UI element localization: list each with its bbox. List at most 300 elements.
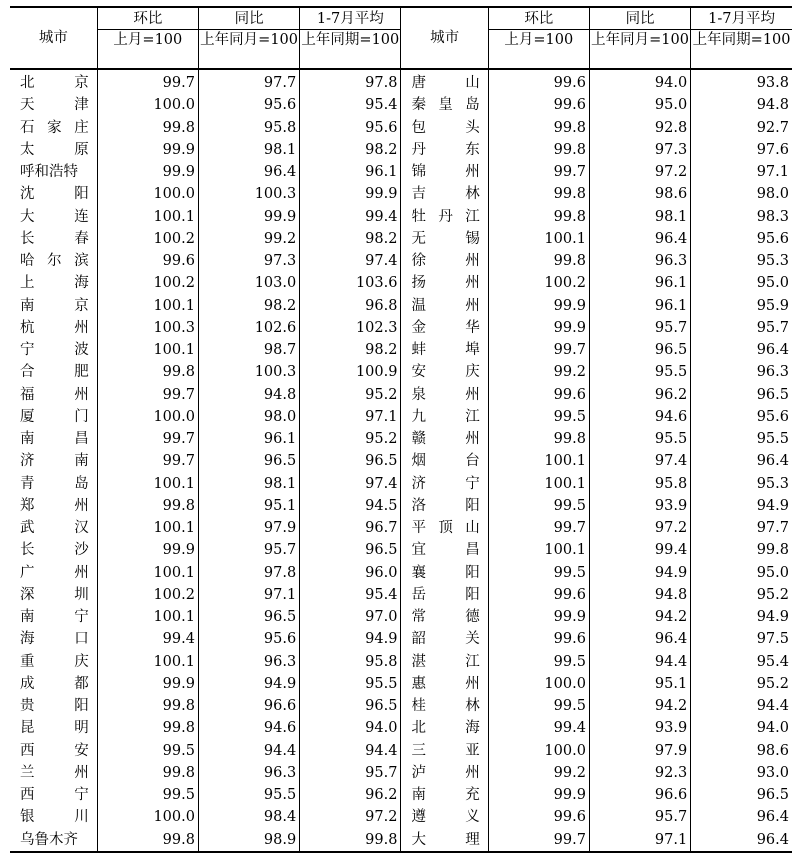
city-name: 广 州 bbox=[20, 564, 89, 581]
yoy-value: 96.4 bbox=[198, 161, 299, 183]
yoy-value: 95.7 bbox=[589, 317, 690, 339]
city-cell bbox=[401, 673, 488, 695]
city-cell bbox=[401, 762, 488, 784]
ytd-base-right: 上年同期=100 bbox=[691, 30, 792, 70]
yoy-value: 98.9 bbox=[198, 829, 299, 852]
city-cell bbox=[10, 784, 97, 806]
mom-value: 99.8 bbox=[488, 250, 589, 272]
mom-header-right: 环比 bbox=[488, 7, 589, 30]
yoy-value: 92.8 bbox=[589, 117, 690, 139]
ytd-value: 97.4 bbox=[300, 250, 401, 272]
ytd-value: 103.6 bbox=[300, 272, 401, 294]
mom-value: 99.5 bbox=[488, 495, 589, 517]
city-cell bbox=[10, 584, 97, 606]
ytd-header-right: 1-7月平均 bbox=[691, 7, 792, 30]
mom-value: 99.7 bbox=[488, 339, 589, 361]
city-name: 宜 昌 bbox=[411, 542, 480, 559]
table-row bbox=[10, 94, 792, 116]
city-name: 扬 州 bbox=[411, 275, 480, 292]
yoy-value: 94.4 bbox=[589, 651, 690, 673]
city-name: 九 江 bbox=[411, 408, 480, 425]
mom-value: 99.8 bbox=[97, 695, 198, 717]
mom-value: 100.2 bbox=[488, 272, 589, 294]
mom-value: 99.8 bbox=[488, 428, 589, 450]
ytd-base-left: 上年同期=100 bbox=[300, 30, 401, 70]
ytd-value: 98.6 bbox=[691, 740, 792, 762]
yoy-header-right: 同比 bbox=[589, 7, 690, 30]
yoy-value: 96.3 bbox=[198, 651, 299, 673]
mom-value: 99.8 bbox=[488, 139, 589, 161]
city-name: 北 海 bbox=[411, 720, 480, 737]
ytd-value: 98.2 bbox=[300, 139, 401, 161]
city-name: 乌鲁木齐 bbox=[20, 831, 78, 848]
ytd-value: 95.2 bbox=[691, 584, 792, 606]
yoy-value: 97.3 bbox=[589, 139, 690, 161]
mom-header-left: 环比 bbox=[97, 7, 198, 30]
yoy-value: 95.5 bbox=[589, 428, 690, 450]
ytd-value: 97.4 bbox=[300, 473, 401, 495]
ytd-value: 98.2 bbox=[300, 228, 401, 250]
mom-value: 99.6 bbox=[488, 806, 589, 828]
ytd-value: 96.5 bbox=[300, 695, 401, 717]
ytd-value: 95.7 bbox=[691, 317, 792, 339]
ytd-value: 94.5 bbox=[300, 495, 401, 517]
yoy-value: 98.1 bbox=[198, 139, 299, 161]
city-name: 沈 阳 bbox=[20, 186, 89, 203]
city-cell bbox=[401, 584, 488, 606]
mom-value: 99.9 bbox=[97, 161, 198, 183]
city-name: 青 岛 bbox=[20, 475, 89, 492]
city-cell bbox=[401, 295, 488, 317]
city-cell bbox=[10, 339, 97, 361]
table-row bbox=[10, 695, 792, 717]
table-row bbox=[10, 762, 792, 784]
city-cell bbox=[10, 651, 97, 673]
ytd-header-left: 1-7月平均 bbox=[300, 7, 401, 30]
yoy-value: 95.8 bbox=[589, 473, 690, 495]
city-cell bbox=[10, 295, 97, 317]
city-name: 福 州 bbox=[20, 386, 89, 403]
ytd-value: 98.0 bbox=[691, 183, 792, 205]
city-cell bbox=[10, 206, 97, 228]
city-name: 惠 州 bbox=[411, 675, 480, 692]
city-name: 哈 尔 滨 bbox=[20, 253, 89, 270]
ytd-value: 95.0 bbox=[691, 562, 792, 584]
city-name: 贵 阳 bbox=[20, 698, 89, 715]
city-cell bbox=[401, 606, 488, 628]
city-name: 天 津 bbox=[20, 97, 89, 114]
ytd-value: 95.4 bbox=[300, 94, 401, 116]
city-cell bbox=[10, 673, 97, 695]
mom-value: 100.1 bbox=[488, 450, 589, 472]
city-cell bbox=[401, 228, 488, 250]
city-name: 泉 州 bbox=[411, 386, 480, 403]
city-name: 岳 阳 bbox=[411, 586, 480, 603]
city-name: 长 春 bbox=[20, 230, 89, 247]
city-cell bbox=[10, 762, 97, 784]
city-name: 上 海 bbox=[20, 275, 89, 292]
table-row bbox=[10, 651, 792, 673]
ytd-value: 96.5 bbox=[300, 450, 401, 472]
mom-value: 100.1 bbox=[97, 562, 198, 584]
yoy-value: 97.2 bbox=[589, 161, 690, 183]
city-name: 南 充 bbox=[411, 787, 480, 804]
yoy-value: 94.8 bbox=[589, 584, 690, 606]
table-row bbox=[10, 69, 792, 94]
ytd-value: 96.8 bbox=[300, 295, 401, 317]
mom-value: 100.1 bbox=[97, 339, 198, 361]
city-name: 韶 关 bbox=[411, 631, 480, 648]
city-cell bbox=[10, 117, 97, 139]
ytd-value: 96.7 bbox=[300, 517, 401, 539]
city-name: 吉 林 bbox=[411, 186, 480, 203]
city-cell bbox=[10, 139, 97, 161]
city-name: 长 沙 bbox=[20, 542, 89, 559]
mom-value: 99.6 bbox=[488, 69, 589, 94]
mom-value: 99.2 bbox=[488, 361, 589, 383]
yoy-value: 98.2 bbox=[198, 295, 299, 317]
mom-value: 99.5 bbox=[97, 784, 198, 806]
table-row bbox=[10, 606, 792, 628]
city-cell bbox=[10, 94, 97, 116]
city-name: 合 肥 bbox=[20, 364, 89, 381]
city-name: 遵 义 bbox=[411, 809, 480, 826]
ytd-value: 95.2 bbox=[300, 384, 401, 406]
table-row bbox=[10, 673, 792, 695]
city-name: 杭 州 bbox=[20, 319, 89, 336]
ytd-value: 97.1 bbox=[691, 161, 792, 183]
city-name: 金 华 bbox=[411, 319, 480, 336]
city-name: 蚌 埠 bbox=[411, 342, 480, 359]
ytd-value: 95.3 bbox=[691, 473, 792, 495]
city-name: 洛 阳 bbox=[411, 497, 480, 514]
city-name: 徐 州 bbox=[411, 253, 480, 270]
yoy-value: 103.0 bbox=[198, 272, 299, 294]
city-cell bbox=[10, 406, 97, 428]
city-cell bbox=[10, 829, 97, 852]
yoy-value: 96.3 bbox=[589, 250, 690, 272]
yoy-value: 94.8 bbox=[198, 384, 299, 406]
city-name: 常 德 bbox=[411, 609, 480, 626]
table-row bbox=[10, 206, 792, 228]
header-row-1 bbox=[10, 7, 792, 30]
mom-value: 100.1 bbox=[97, 206, 198, 228]
ytd-value: 94.0 bbox=[300, 717, 401, 739]
ytd-value: 92.7 bbox=[691, 117, 792, 139]
yoy-value: 97.4 bbox=[589, 450, 690, 472]
city-name: 襄 阳 bbox=[411, 564, 480, 581]
yoy-value: 94.9 bbox=[589, 562, 690, 584]
ytd-value: 94.4 bbox=[300, 740, 401, 762]
ytd-value: 95.6 bbox=[691, 228, 792, 250]
table-row bbox=[10, 339, 792, 361]
city-name: 平 顶 山 bbox=[411, 520, 480, 537]
mom-value: 99.2 bbox=[488, 762, 589, 784]
yoy-value: 95.6 bbox=[198, 94, 299, 116]
table-row bbox=[10, 428, 792, 450]
table-row bbox=[10, 317, 792, 339]
city-cell bbox=[401, 272, 488, 294]
ytd-value: 94.0 bbox=[691, 717, 792, 739]
mom-value: 100.1 bbox=[97, 473, 198, 495]
city-cell bbox=[401, 139, 488, 161]
city-cell bbox=[10, 562, 97, 584]
ytd-value: 95.2 bbox=[300, 428, 401, 450]
city-name: 大 理 bbox=[411, 831, 480, 848]
yoy-value: 98.1 bbox=[198, 473, 299, 495]
yoy-value: 95.5 bbox=[198, 784, 299, 806]
mom-value: 99.7 bbox=[488, 517, 589, 539]
city-cell bbox=[10, 361, 97, 383]
city-name: 湛 江 bbox=[411, 653, 480, 670]
city-name: 西 安 bbox=[20, 742, 89, 759]
ytd-value: 99.9 bbox=[300, 183, 401, 205]
city-cell bbox=[10, 450, 97, 472]
mom-value: 100.0 bbox=[488, 740, 589, 762]
mom-value: 99.6 bbox=[488, 384, 589, 406]
ytd-value: 95.3 bbox=[691, 250, 792, 272]
city-cell bbox=[401, 539, 488, 561]
mom-value: 99.5 bbox=[488, 651, 589, 673]
ytd-value: 94.9 bbox=[691, 495, 792, 517]
yoy-value: 97.1 bbox=[198, 584, 299, 606]
yoy-value: 93.9 bbox=[589, 495, 690, 517]
ytd-value: 95.6 bbox=[691, 406, 792, 428]
city-cell bbox=[10, 806, 97, 828]
ytd-value: 99.8 bbox=[300, 829, 401, 852]
yoy-value: 96.3 bbox=[198, 762, 299, 784]
mom-value: 99.7 bbox=[97, 450, 198, 472]
city-name: 深 圳 bbox=[20, 586, 89, 603]
ytd-value: 96.4 bbox=[691, 339, 792, 361]
city-cell bbox=[401, 562, 488, 584]
ytd-value: 99.8 bbox=[691, 539, 792, 561]
city-cell bbox=[401, 384, 488, 406]
yoy-value: 94.2 bbox=[589, 606, 690, 628]
mom-value: 99.9 bbox=[488, 317, 589, 339]
city-name: 银 川 bbox=[20, 809, 89, 826]
table-row bbox=[10, 784, 792, 806]
city-cell bbox=[401, 94, 488, 116]
mom-value: 99.9 bbox=[488, 784, 589, 806]
yoy-value: 97.9 bbox=[198, 517, 299, 539]
mom-value: 100.2 bbox=[97, 228, 198, 250]
city-cell bbox=[10, 495, 97, 517]
mom-value: 100.1 bbox=[488, 228, 589, 250]
mom-value: 99.8 bbox=[97, 117, 198, 139]
yoy-value: 97.1 bbox=[589, 829, 690, 852]
ytd-value: 93.8 bbox=[691, 69, 792, 94]
mom-value: 100.0 bbox=[97, 406, 198, 428]
city-cell bbox=[10, 740, 97, 762]
table-row bbox=[10, 628, 792, 650]
yoy-value: 94.2 bbox=[589, 695, 690, 717]
mom-value: 99.7 bbox=[97, 384, 198, 406]
city-name: 南 京 bbox=[20, 297, 89, 314]
yoy-value: 95.1 bbox=[589, 673, 690, 695]
ytd-value: 102.3 bbox=[300, 317, 401, 339]
mom-value: 99.9 bbox=[97, 673, 198, 695]
mom-value: 99.5 bbox=[488, 406, 589, 428]
city-name: 大 连 bbox=[20, 208, 89, 225]
city-cell bbox=[10, 183, 97, 205]
yoy-value: 96.6 bbox=[589, 784, 690, 806]
city-cell bbox=[10, 695, 97, 717]
ytd-value: 99.4 bbox=[300, 206, 401, 228]
table-row bbox=[10, 384, 792, 406]
city-name: 牡 丹 江 bbox=[411, 208, 480, 225]
yoy-value: 96.2 bbox=[589, 384, 690, 406]
table-row bbox=[10, 717, 792, 739]
yoy-value: 98.6 bbox=[589, 183, 690, 205]
yoy-value: 94.6 bbox=[198, 717, 299, 739]
city-name: 厦 门 bbox=[20, 408, 89, 425]
city-name: 南 昌 bbox=[20, 431, 89, 448]
city-cell bbox=[401, 183, 488, 205]
ytd-value: 95.8 bbox=[300, 651, 401, 673]
city-name: 石 家 庄 bbox=[20, 119, 89, 136]
yoy-value: 96.6 bbox=[198, 695, 299, 717]
city-name: 锦 州 bbox=[411, 164, 480, 181]
ytd-value: 100.9 bbox=[300, 361, 401, 383]
city-name: 丹 东 bbox=[411, 141, 480, 158]
yoy-value: 98.4 bbox=[198, 806, 299, 828]
city-cell bbox=[401, 495, 488, 517]
city-name: 泸 州 bbox=[411, 764, 480, 781]
city-name: 北 京 bbox=[20, 75, 89, 92]
city-cell bbox=[401, 206, 488, 228]
mom-value: 99.8 bbox=[97, 495, 198, 517]
yoy-value: 95.1 bbox=[198, 495, 299, 517]
yoy-header-left: 同比 bbox=[198, 7, 299, 30]
city-cell bbox=[10, 384, 97, 406]
yoy-value: 98.7 bbox=[198, 339, 299, 361]
city-cell bbox=[401, 628, 488, 650]
yoy-base-right: 上年同月=100 bbox=[589, 30, 690, 70]
mom-value: 99.7 bbox=[97, 428, 198, 450]
city-cell bbox=[10, 161, 97, 183]
yoy-value: 95.0 bbox=[589, 94, 690, 116]
yoy-value: 99.2 bbox=[198, 228, 299, 250]
ytd-value: 95.5 bbox=[300, 673, 401, 695]
mom-value: 100.1 bbox=[97, 606, 198, 628]
mom-value: 99.4 bbox=[488, 717, 589, 739]
ytd-value: 97.5 bbox=[691, 628, 792, 650]
city-cell bbox=[401, 784, 488, 806]
table-row bbox=[10, 495, 792, 517]
city-name: 桂 林 bbox=[411, 698, 480, 715]
mom-base-left: 上月=100 bbox=[97, 30, 198, 70]
city-name: 秦 皇 岛 bbox=[411, 97, 480, 114]
ytd-value: 96.4 bbox=[691, 829, 792, 852]
city-cell bbox=[401, 829, 488, 852]
ytd-value: 95.4 bbox=[300, 584, 401, 606]
ytd-value: 97.1 bbox=[300, 406, 401, 428]
city-name: 重 庆 bbox=[20, 653, 89, 670]
city-name: 呼和浩特 bbox=[20, 164, 78, 181]
yoy-value: 96.1 bbox=[589, 295, 690, 317]
table-row bbox=[10, 562, 792, 584]
yoy-value: 97.2 bbox=[589, 517, 690, 539]
mom-value: 99.6 bbox=[488, 94, 589, 116]
mom-value: 100.1 bbox=[97, 517, 198, 539]
city-name: 唐 山 bbox=[411, 75, 480, 92]
mom-value: 100.2 bbox=[97, 584, 198, 606]
city-cell bbox=[10, 428, 97, 450]
mom-value: 100.3 bbox=[97, 317, 198, 339]
table-row bbox=[10, 740, 792, 762]
mom-value: 99.8 bbox=[488, 206, 589, 228]
mom-value: 99.5 bbox=[97, 740, 198, 762]
table-row bbox=[10, 183, 792, 205]
table-header bbox=[10, 7, 792, 69]
city-cell bbox=[10, 717, 97, 739]
city-header-right: 城市 bbox=[401, 7, 488, 69]
ytd-value: 95.4 bbox=[691, 651, 792, 673]
city-name: 无 锡 bbox=[411, 230, 480, 247]
city-cell bbox=[401, 339, 488, 361]
city-name: 宁 波 bbox=[20, 342, 89, 359]
city-cell bbox=[10, 628, 97, 650]
table-row bbox=[10, 806, 792, 828]
ytd-value: 97.2 bbox=[300, 806, 401, 828]
city-cell bbox=[401, 806, 488, 828]
mom-value: 100.0 bbox=[97, 806, 198, 828]
mom-value: 100.1 bbox=[97, 651, 198, 673]
ytd-value: 96.2 bbox=[300, 784, 401, 806]
yoy-value: 94.6 bbox=[589, 406, 690, 428]
city-name: 太 原 bbox=[20, 141, 89, 158]
city-cell bbox=[401, 428, 488, 450]
city-cell bbox=[10, 250, 97, 272]
city-name: 昆 明 bbox=[20, 720, 89, 737]
table-row bbox=[10, 272, 792, 294]
ytd-value: 95.9 bbox=[691, 295, 792, 317]
yoy-value: 96.1 bbox=[589, 272, 690, 294]
city-name: 济 宁 bbox=[411, 475, 480, 492]
city-cell bbox=[401, 161, 488, 183]
city-cell bbox=[10, 517, 97, 539]
yoy-value: 95.5 bbox=[589, 361, 690, 383]
mom-value: 99.4 bbox=[97, 628, 198, 650]
yoy-value: 95.8 bbox=[198, 117, 299, 139]
city-name: 南 宁 bbox=[20, 609, 89, 626]
city-name: 海 口 bbox=[20, 631, 89, 648]
mom-value: 100.0 bbox=[97, 183, 198, 205]
city-cell bbox=[401, 317, 488, 339]
ytd-value: 95.7 bbox=[300, 762, 401, 784]
ytd-value: 98.3 bbox=[691, 206, 792, 228]
city-header-left: 城市 bbox=[10, 7, 97, 69]
city-cell bbox=[10, 272, 97, 294]
mom-value: 99.9 bbox=[97, 539, 198, 561]
yoy-value: 96.5 bbox=[589, 339, 690, 361]
yoy-value: 96.5 bbox=[198, 606, 299, 628]
yoy-value: 96.1 bbox=[198, 428, 299, 450]
table-row bbox=[10, 228, 792, 250]
city-cell bbox=[401, 740, 488, 762]
yoy-value: 100.3 bbox=[198, 183, 299, 205]
ytd-value: 94.9 bbox=[300, 628, 401, 650]
mom-value: 99.7 bbox=[488, 161, 589, 183]
yoy-value: 97.9 bbox=[589, 740, 690, 762]
city-cell bbox=[10, 317, 97, 339]
mom-value: 99.7 bbox=[97, 69, 198, 94]
city-name: 成 都 bbox=[20, 675, 89, 692]
city-name: 温 州 bbox=[411, 297, 480, 314]
ytd-value: 95.0 bbox=[691, 272, 792, 294]
yoy-value: 99.4 bbox=[589, 539, 690, 561]
